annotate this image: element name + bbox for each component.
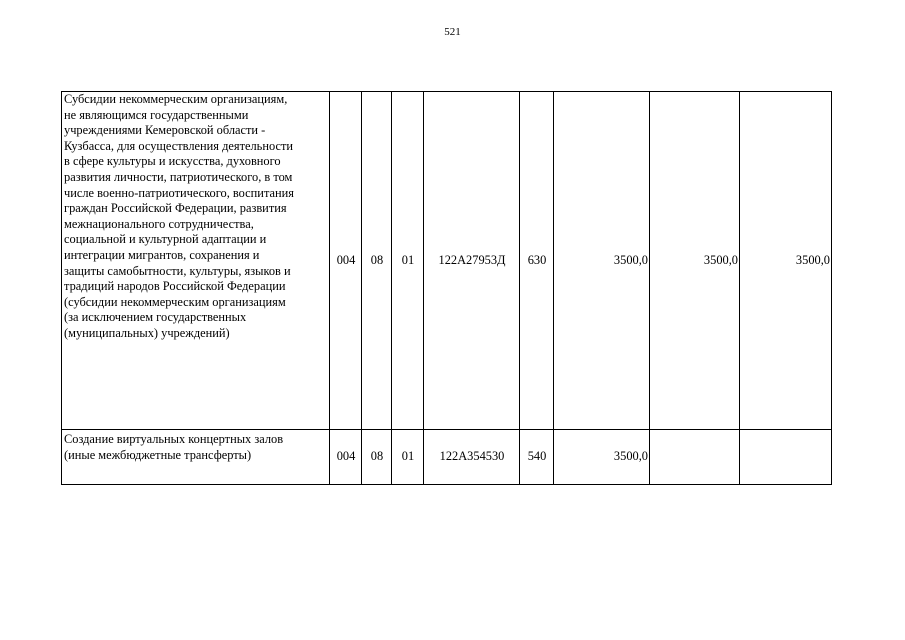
section-code: 08 [362, 430, 392, 485]
amount-1: 3500,0 [554, 92, 650, 430]
amount-3 [740, 430, 832, 485]
subsection-code: 01 [392, 430, 424, 485]
table-row [62, 430, 832, 485]
table-row [62, 92, 832, 430]
ministry-code: 004 [330, 430, 362, 485]
subsection-code: 01 [392, 92, 424, 430]
amount-1: 3500,0 [554, 430, 650, 485]
budget-table [61, 91, 832, 485]
page-number: 521 [444, 26, 461, 38]
expense-type-code: 540 [520, 430, 554, 485]
section-code: 08 [362, 92, 392, 430]
row-description: Создание виртуальных концертных залов (иные межбюджетные трансферты) [62, 430, 330, 485]
ministry-code: 004 [330, 92, 362, 430]
amount-2 [650, 430, 740, 485]
row-description: Субсидии некоммерческим организациям, не являющимся государственными учреждениями Кемеровской области - Кузбасса, для осуществления деятельности в сфере культуры и искусства, духовного развития личности, патриотического, в том числе военно-патриотического, воспитания граждан Российской Федерации, развития межнационального сотрудничества, социальной и культурной адаптации и интеграции мигрантов, сохранения и защиты самобытности, культуры, языков и традиций народов Российской Федерации (субсидии некоммерческим организациям (за исключением государственных (муниципальных) учреждений) [62, 92, 330, 430]
amount-2: 3500,0 [650, 92, 740, 430]
amount-3: 3500,0 [740, 92, 832, 430]
target-article-code: 122A354530 [424, 430, 520, 485]
expense-type-code: 630 [520, 92, 554, 430]
target-article-code: 122A27953Д [424, 92, 520, 430]
